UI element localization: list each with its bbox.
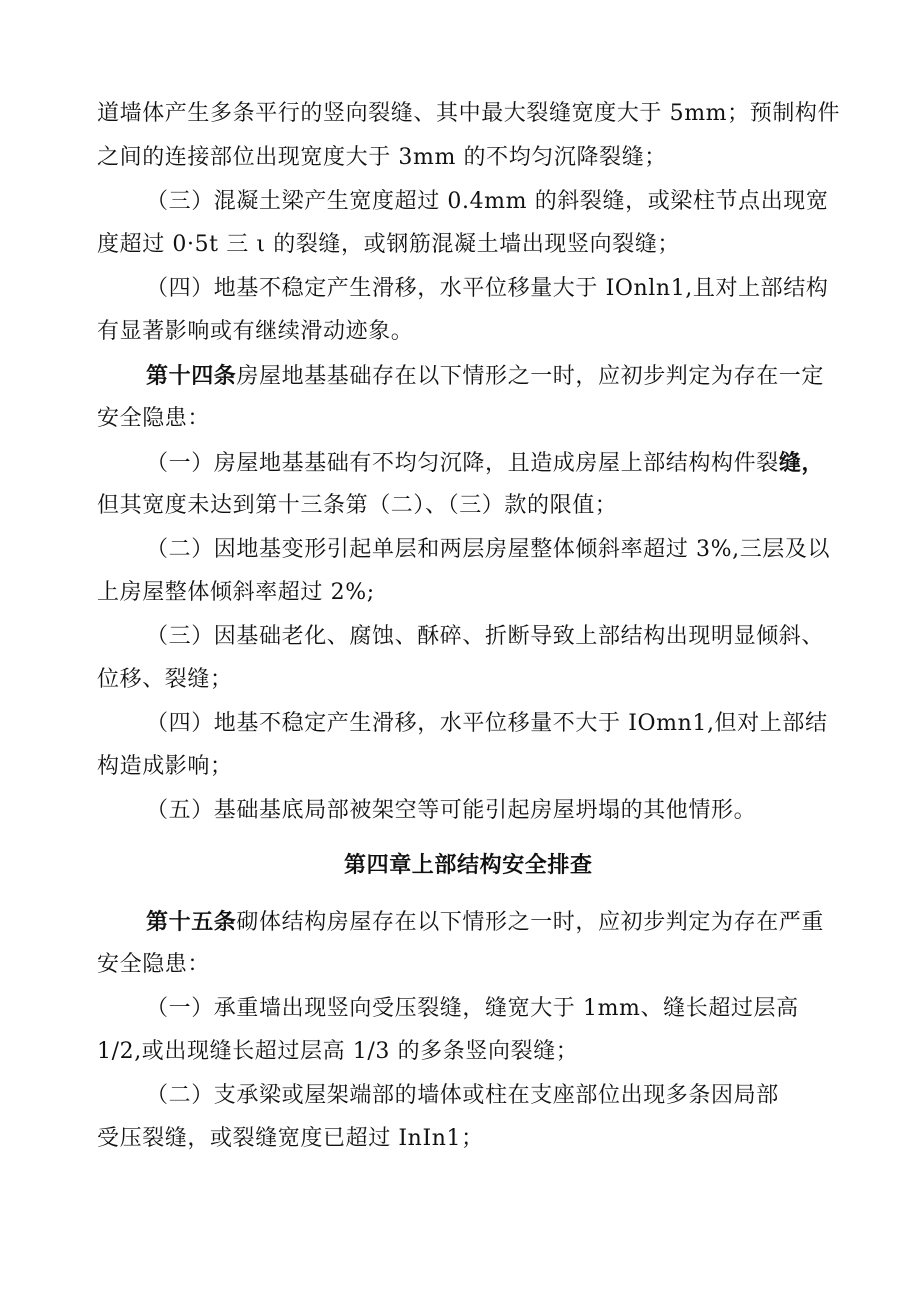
line-text: 构造成影响； — [97, 754, 233, 779]
line-text: 上房屋整体倾斜率超过 2%; — [97, 580, 375, 605]
line-text: 但其宽度未达到第十三条第（二）、（三）款的限值； — [97, 493, 618, 518]
paragraph-line — [97, 138, 920, 178]
article-14-label: 第十四条 — [146, 363, 237, 389]
line-text: （五）基础基底局部被架空等可能引起房屋坍塌的其他情形。 — [146, 798, 757, 823]
article-15-intro — [146, 902, 920, 942]
clause-item-2 — [146, 1076, 920, 1116]
paragraph-line — [97, 747, 920, 787]
paragraph-line — [97, 945, 920, 985]
line-text: （三）混凝土梁产生宽度超过 0.4mm 的斜裂缝，或梁柱节点出现宽 — [146, 189, 829, 214]
line-text: 安全隐患： — [97, 406, 211, 431]
line-text: 受压裂缝，或裂缝宽度已超过 InIn1； — [97, 1126, 484, 1151]
article-14-intro — [146, 356, 920, 396]
line-text: （二）支承梁或屋架端部的墙体或柱在支座部位出现多条因局部 — [146, 1083, 779, 1108]
clause-item-5 — [146, 791, 920, 831]
line-text: 位移、裂缝； — [97, 667, 233, 692]
chapter-title: 第四章上部结构安全排查 — [344, 853, 593, 878]
paragraph-line — [97, 660, 920, 700]
line-text: （一）房屋地基基础有不均匀沉降，且造成房屋上部结构构件裂 — [146, 451, 779, 476]
paragraph-line — [97, 225, 920, 265]
paragraph-line — [97, 94, 920, 134]
paragraph-line — [97, 573, 920, 613]
line-text: （四）地基不稳定产生滑移，水平位移量不大于 IOmn1,但对上部结 — [146, 711, 828, 736]
clause-item-3 — [146, 617, 920, 657]
clause-item-1 — [146, 443, 920, 483]
clause-item-3 — [146, 182, 920, 222]
paragraph-line — [97, 1119, 920, 1159]
line-text: （一）承重墙出现竖向受压裂缝，缝宽大于 1mm、缝长超过层高 — [146, 996, 799, 1021]
line-text: （三）因基础老化、腐蚀、酥碎、折断导致上部结构出现明显倾斜、 — [146, 624, 825, 649]
line-text: 有显著影响或有继续滑动迹象。 — [97, 319, 414, 344]
paragraph-line — [97, 1032, 920, 1072]
line-text: （四）地基不稳定产生滑移，水平位移量大于 IOnln1,且对上部结构 — [146, 276, 829, 301]
paragraph-line — [97, 312, 920, 352]
clause-item-1 — [146, 989, 920, 1029]
line-text: 砌体结构房屋存在以下情形之一时，应初步判定为存在严重 — [236, 910, 825, 935]
line-text: 道墙体产生多条平行的竖向裂缝、其中最大裂缝宽度大于 5mm；预制构件 — [97, 101, 841, 126]
line-text: 安全隐患： — [97, 952, 211, 977]
chapter-heading — [344, 846, 920, 886]
bold-text: 缝， — [778, 450, 825, 476]
clause-item-4 — [146, 704, 920, 744]
article-15-label: 第十五条 — [146, 909, 237, 935]
line-text: 1/2,或出现缝长超过层高 1/3 的多条竖向裂缝； — [97, 1039, 579, 1064]
clause-item-4 — [146, 269, 920, 309]
paragraph-line — [97, 486, 920, 526]
paragraph-line — [97, 399, 920, 439]
line-text: 度超过 0·5t 三 ι 的裂缝，或钢筋混凝土墙出现竖向裂缝； — [97, 232, 681, 257]
line-text: （二）因地基变形引起单层和两层房屋整体倾斜率超过 3%,三层及以 — [146, 537, 831, 562]
clause-item-2 — [146, 530, 920, 570]
line-text: 房屋地基基础存在以下情形之一时，应初步判定为存在一定 — [236, 364, 825, 389]
line-text: 之间的连接部位出现宽度大于 3mm 的不均匀沉降裂缝； — [97, 145, 667, 170]
